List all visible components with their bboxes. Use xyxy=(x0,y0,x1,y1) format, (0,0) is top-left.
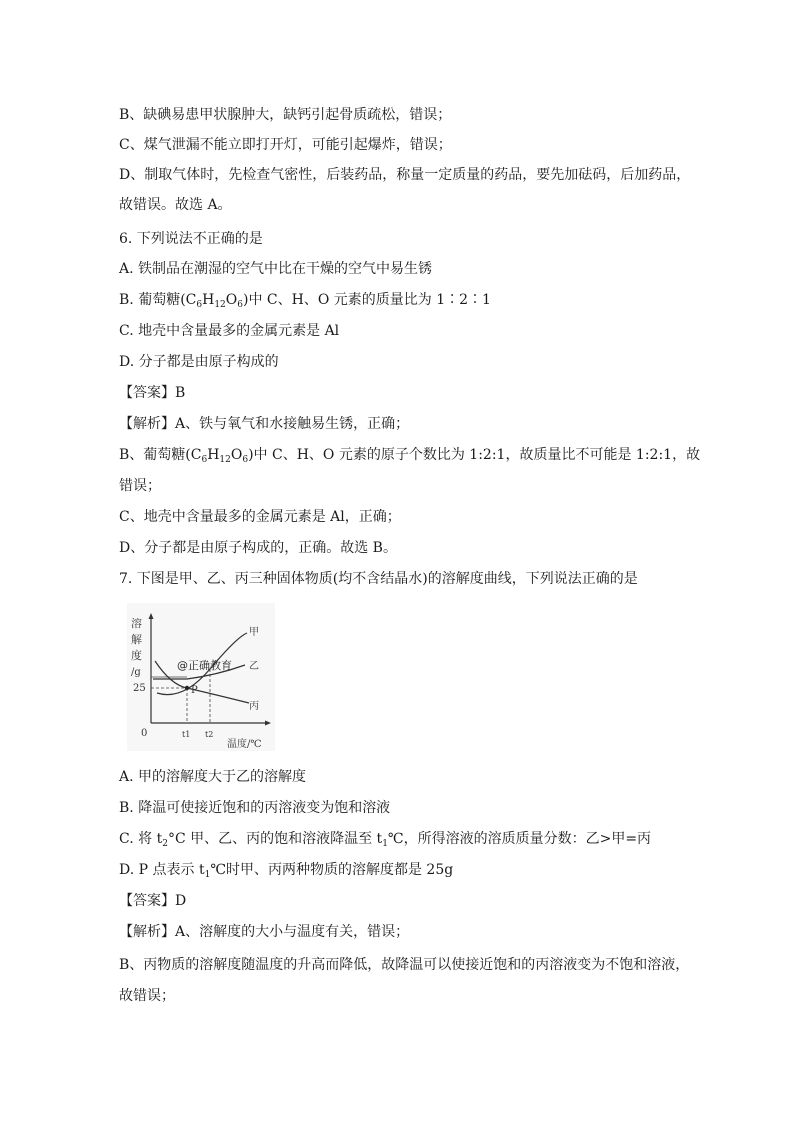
answer-7: 【答案】D xyxy=(119,893,187,909)
question-6-stem: 6. 下列说法不正确的是 xyxy=(119,231,263,247)
text-line: C、煤气泄漏不能立即打开灯，可能引起爆炸，错误； xyxy=(119,137,452,153)
question-7-stem: 7. 下图是甲、乙、丙三种固体物质(均不含结晶水)的溶解度曲线，下列说法正确的是 xyxy=(119,571,638,587)
option-6d: D. 分子都是由原子构成的 xyxy=(119,354,279,370)
watermark: @正确教育 xyxy=(177,659,232,672)
option-7a: A. 甲的溶解度大于乙的溶解度 xyxy=(119,769,307,785)
curve-label-bing: 丙 xyxy=(249,701,259,712)
text-line: B、丙物质的溶解度随温度的升高而降低，故降温可以使接近饱和的丙溶液变为不饱和溶液， xyxy=(119,957,690,973)
point-p-label: P xyxy=(191,685,198,696)
option-6b: B. 葡萄糖$(C_6H_{12}O_6)$中 C、H、O 元素的质量比为 1∶2∶1 xyxy=(119,292,491,310)
solubility-curve-figure xyxy=(127,603,275,751)
y-label-char: 溶 xyxy=(131,617,142,630)
origin-label: 0 xyxy=(141,728,148,739)
analysis-7: 【解析】A、溶解度的大小与温度有关，错误； xyxy=(119,924,410,940)
y-label-unit: /g xyxy=(131,667,141,678)
text-line: D、制取气体时，先检查气密性，后装药品，称量一定质量的药品，要先加砝码，后加药品， xyxy=(119,167,691,183)
y-label-char: 解 xyxy=(131,633,142,646)
text-line: 故错误； xyxy=(119,988,175,1004)
option-7d: D. P 点表示 $t_1℃$时甲、丙两种物质的溶解度都是 25g xyxy=(119,862,454,880)
text-line: 故错误。故选 A。 xyxy=(119,197,232,213)
answer-6: 【答案】B xyxy=(119,385,186,401)
option-7c: C. 将 $t_2^\circ C$ 甲、乙、丙的饱和溶液降温至 $t_1℃$，所得溶液的溶质质量分数：乙>甲=丙 xyxy=(119,831,652,849)
x-tick-t1: t1 xyxy=(182,730,191,739)
option-6a: A. 铁制品在潮湿的空气中比在干燥的空气中易生锈 xyxy=(119,261,433,277)
text-line: B、缺碘易患甲状腺肿大，缺钙引起骨质疏松，错误； xyxy=(119,107,452,123)
analysis-6: 【解析】A、铁与氧气和水接触易生锈，正确； xyxy=(119,416,410,432)
y-label-char: 度 xyxy=(131,649,142,662)
text-line: B、葡萄糖$(C_6H_{12}O_6)$中 C、H、O 元素的原子个数比为 1:2:1，故质量比不可能是 1:2:1，故 xyxy=(119,447,701,465)
curve-label-yi: 乙 xyxy=(249,661,259,672)
option-7b: B. 降温可使接近饱和的丙溶液变为饱和溶液 xyxy=(119,800,391,816)
y-tick-25: 25 xyxy=(133,683,146,694)
curve-label-jia: 甲 xyxy=(249,627,259,638)
solubility-chart xyxy=(127,603,275,751)
option-6c: C. 地壳中含量最多的金属元素是 Al xyxy=(119,323,340,339)
x-axis-label: 温度/℃ xyxy=(227,739,262,750)
text-line: D、分子都是由原子构成的，正确。故选 B。 xyxy=(119,540,397,556)
text-line: 错误； xyxy=(119,478,161,494)
text-line: C、地壳中含量最多的金属元素是 Al，正确； xyxy=(119,509,401,525)
x-tick-t2: t2 xyxy=(205,730,214,739)
point-p xyxy=(185,686,189,690)
